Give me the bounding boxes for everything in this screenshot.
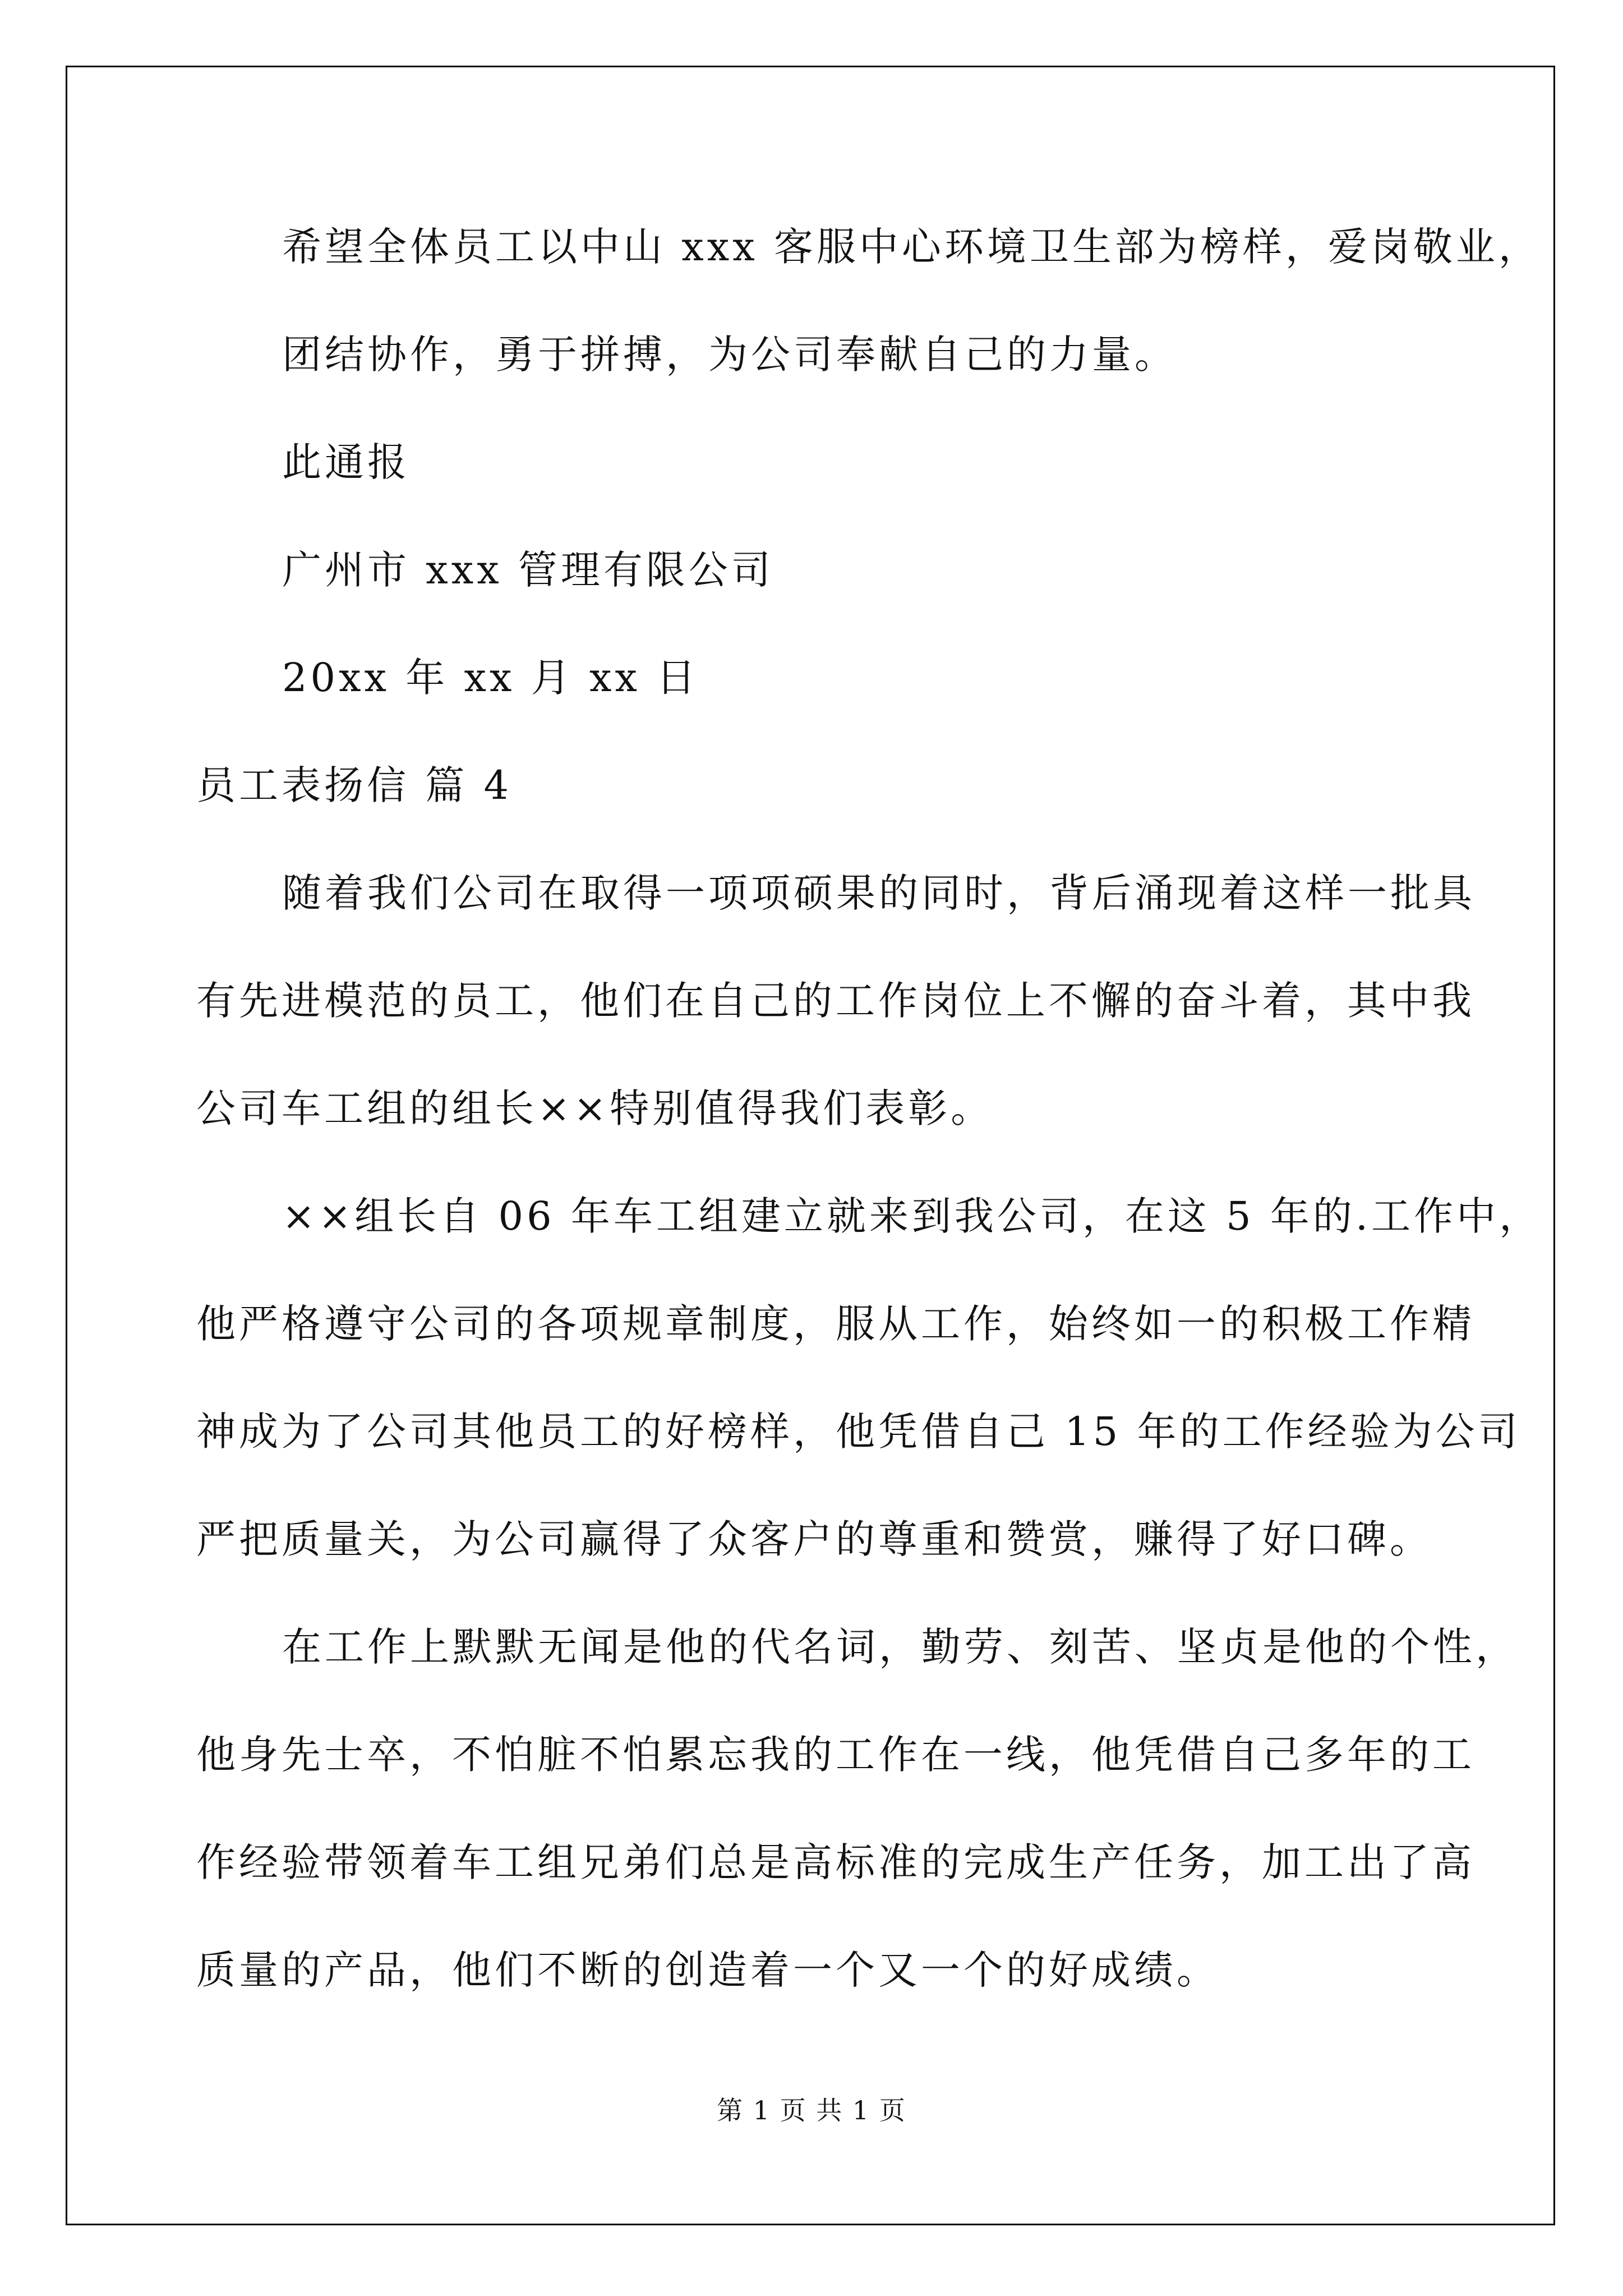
text-line-15: 他身先士卒，不怕脏不怕累忘我的工作在一线，他凭借自己多年的工 [196,1732,1475,1778]
text-line-16: 作经验带领着车工组兄弟们总是高标准的完成生产任务，加工出了高 [196,1839,1475,1885]
page-border [66,66,1555,2225]
section-heading: 员工表扬信 篇 4 [196,762,513,808]
text-line-1: 希望全体员工以中山 xxx 客服中心环境卫生部为榜样，爱岗敬业， [282,224,1541,270]
text-line-3: 此通报 [282,439,410,485]
text-line-11: 他严格遵守公司的各项规章制度，服从工作，始终如一的积极工作精 [196,1301,1475,1347]
text-line-12: 神成为了公司其他员工的好榜样，他凭借自己 15 年的工作经验为公司 [196,1409,1521,1455]
text-line-9: 公司车工组的组长××特别值得我们表彰。 [196,1085,994,1131]
text-line-8: 有先进模范的员工，他们在自己的工作岗位上不懈的奋斗着，其中我 [196,978,1475,1024]
text-line-17: 质量的产品，他们不断的创造着一个又一个的好成绩。 [196,1947,1219,1993]
date-line: 20xx 年 xx 月 xx 日 [282,655,699,701]
text-line-13: 严把质量关，为公司赢得了众客户的尊重和赞赏，赚得了好口碑。 [196,1516,1432,1562]
text-line-10: ××组长自 06 年车工组建立就来到我公司，在这 5 年的.工作中， [282,1193,1542,1239]
page-footer: 第 1 页 共 1 页 [717,2095,906,2125]
text-line-14: 在工作上默默无闻是他的代名词，勤劳、刻苦、坚贞是他的个性， [282,1624,1518,1670]
company-name: 广州市 xxx 管理有限公司 [282,547,774,593]
text-line-7: 随着我们公司在取得一项项硕果的同时，背后涌现着这样一批具 [282,870,1476,916]
text-line-2: 团结协作，勇于拼搏，为公司奉献自己的力量。 [282,332,1177,378]
